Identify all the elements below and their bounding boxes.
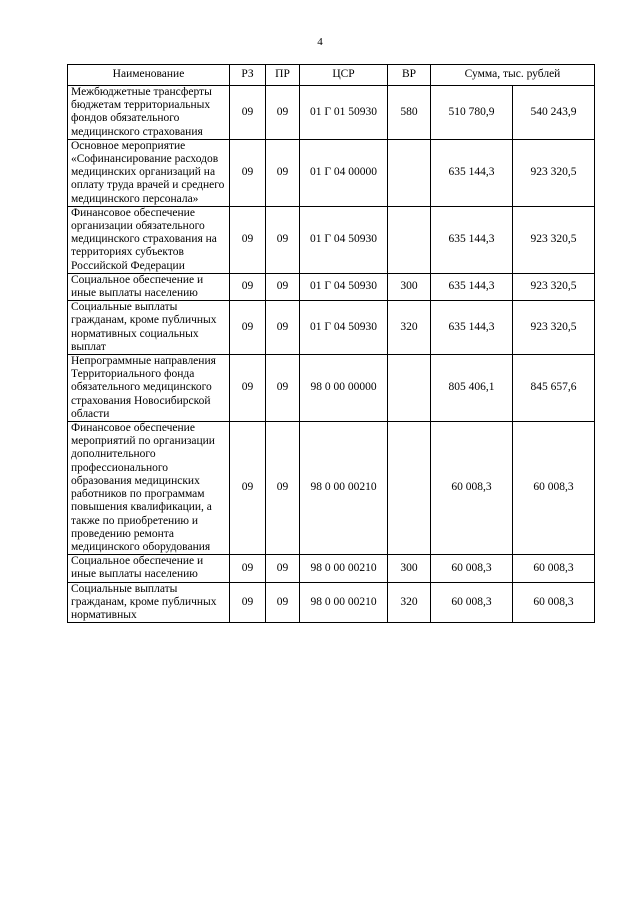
cell-sum-1: 60 008,3	[431, 582, 513, 623]
cell-name: Непрограммные направления Территориального фонда обязательного медицинского страхования Новосибирской области	[68, 355, 230, 422]
cell-vr: 320	[388, 301, 431, 355]
budget-table	[67, 64, 595, 623]
cell-sum-2: 60 008,3	[513, 422, 595, 555]
cell-pr: 09	[266, 206, 300, 273]
cell-sum-2: 60 008,3	[513, 555, 595, 582]
cell-csr: 01 Г 01 50930	[300, 86, 388, 140]
table-row	[68, 582, 595, 623]
cell-rz: 09	[230, 355, 266, 422]
table-row	[68, 355, 595, 422]
cell-rz: 09	[230, 422, 266, 555]
cell-vr	[388, 206, 431, 273]
cell-name: Социальное обеспечение и иные выплаты населению	[68, 273, 230, 300]
cell-pr: 09	[266, 582, 300, 623]
cell-sum-1: 60 008,3	[431, 555, 513, 582]
cell-rz: 09	[230, 555, 266, 582]
cell-csr: 01 Г 04 50930	[300, 206, 388, 273]
cell-pr: 09	[266, 555, 300, 582]
cell-csr: 98 0 00 00210	[300, 582, 388, 623]
page-number: 4	[317, 36, 323, 48]
cell-sum-1: 635 144,3	[431, 139, 513, 206]
cell-name: Межбюджетные трансферты бюджетам территориальных фондов обязательного медицинского страхования	[68, 86, 230, 140]
header-pr: ПР	[266, 65, 300, 86]
table-row	[68, 301, 595, 355]
cell-sum-1: 510 780,9	[431, 86, 513, 140]
cell-vr: 320	[388, 582, 431, 623]
cell-name: Социальные выплаты гражданам, кроме публичных нормативных социальных выплат	[68, 301, 230, 355]
table-row	[68, 273, 595, 300]
cell-pr: 09	[266, 301, 300, 355]
cell-pr: 09	[266, 355, 300, 422]
cell-name: Финансовое обеспечение организации обязательного медицинского страхования на территориях субъектов Российской Федерации	[68, 206, 230, 273]
cell-pr: 09	[266, 86, 300, 140]
cell-csr: 01 Г 04 50930	[300, 273, 388, 300]
cell-rz: 09	[230, 86, 266, 140]
cell-rz: 09	[230, 301, 266, 355]
cell-vr: 300	[388, 555, 431, 582]
cell-sum-2: 845 657,6	[513, 355, 595, 422]
header-name: Наименование	[68, 65, 230, 86]
cell-vr: 300	[388, 273, 431, 300]
cell-sum-2: 923 320,5	[513, 206, 595, 273]
cell-name: Основное мероприятие «Софинансирование расходов медицинских организаций на оплату труда врачей и среднего медицинского персонала»	[68, 139, 230, 206]
cell-sum-1: 635 144,3	[431, 301, 513, 355]
cell-vr	[388, 355, 431, 422]
header-vr: ВР	[388, 65, 431, 86]
cell-sum-2: 923 320,5	[513, 301, 595, 355]
cell-name: Социальные выплаты гражданам, кроме публичных нормативных	[68, 582, 230, 623]
cell-sum-2: 60 008,3	[513, 582, 595, 623]
cell-sum-2: 923 320,5	[513, 273, 595, 300]
cell-pr: 09	[266, 139, 300, 206]
table-row	[68, 139, 595, 206]
cell-vr: 580	[388, 86, 431, 140]
cell-csr: 98 0 00 00000	[300, 355, 388, 422]
cell-name: Социальное обеспечение и иные выплаты населению	[68, 555, 230, 582]
cell-rz: 09	[230, 273, 266, 300]
cell-csr: 01 Г 04 00000	[300, 139, 388, 206]
cell-rz: 09	[230, 139, 266, 206]
cell-vr	[388, 422, 431, 555]
cell-vr	[388, 139, 431, 206]
header-row	[68, 65, 595, 86]
table-row	[68, 86, 595, 140]
cell-pr: 09	[266, 273, 300, 300]
cell-csr: 98 0 00 00210	[300, 555, 388, 582]
cell-csr: 98 0 00 00210	[300, 422, 388, 555]
cell-sum-2: 923 320,5	[513, 139, 595, 206]
cell-sum-1: 635 144,3	[431, 273, 513, 300]
cell-csr: 01 Г 04 50930	[300, 301, 388, 355]
table-row	[68, 555, 595, 582]
table-row	[68, 422, 595, 555]
cell-sum-1: 635 144,3	[431, 206, 513, 273]
cell-sum-1: 60 008,3	[431, 422, 513, 555]
cell-rz: 09	[230, 206, 266, 273]
header-rz: РЗ	[230, 65, 266, 86]
cell-sum-1: 805 406,1	[431, 355, 513, 422]
header-csr: ЦСР	[300, 65, 388, 86]
table-row	[68, 206, 595, 273]
cell-pr: 09	[266, 422, 300, 555]
cell-name: Финансовое обеспечение мероприятий по организации дополнительного профессионального образования медицинских работников по программам повышения квалификации, а также по приобретению и проведению ремонта медицинского оборудования	[68, 422, 230, 555]
header-sum: Сумма, тыс. рублей	[431, 65, 595, 86]
cell-rz: 09	[230, 582, 266, 623]
cell-sum-2: 540 243,9	[513, 86, 595, 140]
